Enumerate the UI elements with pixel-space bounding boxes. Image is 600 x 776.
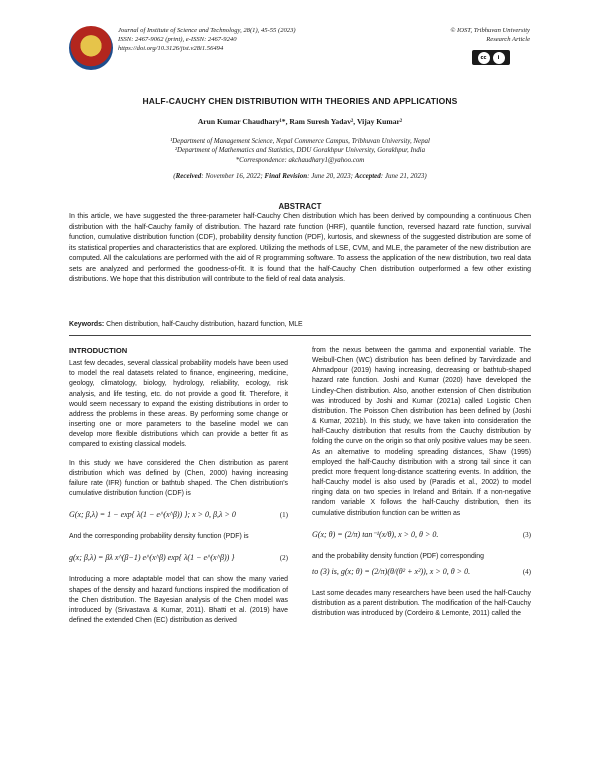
copyright-text: © IOST, Tribhuvan University (450, 27, 530, 34)
cc-icon: cc (478, 52, 490, 64)
right-paragraph-1: from the nexus between the gamma and exponential variable. The Weibull-Chen (WC) distribution has been defined by Tarvirdizade and Ahmadpour (2019) having increasing, decreasing or bathtub-shaped hazard rate function. Joshi and Kumar (2020) have developed the Lindley-Chen distribution. Also, another extension of Chen distribution was introduced by Joshi and Kumar (2021a) called Logistic Chen distribution. The Poisson Chen distribution has been defined by (Joshi & Kumar, 2021b). In this study, we have taken into consideration the half-Cauchy distribution that results from the Cauchy distribution by folding the curve on the origin so that only positive values may be seen. As an alternative to modeling spreading distances, Shaw (1995) employed the half-Cauchy distribution with a strong tail since it can predict more frequent long-distance scattering events. In addition, the half-Cauchy model is also used by (Paradis et al., 2002) to model ringing data on two species in Ireland and Britain. If a non-negative random variable X follows the half-Cauchy distribution, then its cumulative distribution function can be written as (312, 347, 531, 517)
affiliation-2: ²Department of Mathematics and Statistics, DDU Gorakhpur University, Gorakhpur, India (174, 147, 426, 155)
right-paragraph-3: Last some decades many researchers have been used the half-Cauchy distribution as a parent distribution. The modification of the half-Cauchy distribution was introduced by (Cordeiro & Lemonte, 2011) called the (312, 589, 531, 618)
paper-title: HALF-CAUCHY CHEN DISTRIBUTION WITH THEORIES AND APPLICATIONS (142, 96, 458, 106)
equation-2 (69, 550, 288, 566)
abstract-heading: ABSTRACT (278, 202, 322, 211)
equation-3 (312, 527, 531, 543)
equation-4-number: (4) (522, 567, 531, 576)
equation-3-number: (3) (522, 530, 531, 539)
keywords-label: Keywords: (69, 321, 105, 328)
cc-license-badge[interactable] (472, 50, 510, 65)
author-list: Arun Kumar Chaudhary¹*, Ram Suresh Yadav², Vijay Kumar² (197, 117, 403, 126)
intro-paragraph-2: In this study we have considered the Chen distribution as parent distribution which was defined by (Chen, 2000) having increasing failure rate (IFR) function or bathtub shaped. The Chen distribution's cumulative distribution function (CDF) is (69, 459, 288, 498)
affiliation-1: ¹Department of Management Science, Nepal Commerce Campus, Tribhuvan University, Nepal (170, 138, 430, 145)
final-date: June 20, 2023 (311, 172, 351, 180)
accepted-date: June 21, 2023 (384, 172, 425, 180)
journal-logo (69, 26, 113, 70)
right-paragraph-2: and the probability density function (PDF) corresponding (312, 552, 484, 560)
keywords-text: Chen distribution, half-Cauchy distribution, hazard function, MLE (106, 321, 303, 328)
journal-issn: ISSN: 2467-9062 (print), e-ISSN: 2467-9240 (118, 36, 237, 43)
article-type: Research Article (486, 36, 530, 43)
equation-4-expr: to (3) is, g(x; θ) = (2/π)(θ/(θ² + x²)), x > 0, θ > 0. (312, 566, 471, 576)
accepted-label: Accepted (354, 172, 381, 180)
abstract-text: In this article, we have suggested the three-parameter half-Cauchy Chen distribution which has been derived by compounding a continuous Chen distribution with the half-Cauchy family of distribution. The hazard rate function (HRF), quantile function, reversed hazard rate function, survival function, cumulative distribution function (CDF), probability density function (PDF), kurtosis, and skewness of the suggested distribution are some of its statistical properties and characteristics that are explored. Utilizing the methods of LSE, CVM, and MLE, the parameter of the new distribution are computed. All the calculations are performed with the aid of R programming software. To assess the application of the new distribution, two real data sets are analyzed and performed the goodness-of-fit. It is found that the half-Cauchy Chen distribution outperformed a few other existing distributions. We hope that this distribution will contribute to the field of real data analysis. (69, 213, 531, 284)
intro-paragraph-3: And the corresponding probability density function (PDF) is (69, 533, 249, 541)
keywords (69, 321, 531, 328)
rights-block (450, 26, 530, 44)
right-column (312, 346, 531, 627)
equation-4 (312, 564, 531, 580)
equation-1 (69, 507, 288, 523)
correspondence: *Correspondence: akchaudhary1@yahoo.com (235, 156, 365, 164)
equation-2-expr: g(x; β,λ) = βλ x^(β−1) e^(x^β) exp{ λ(1 − e^(x^β)) } (69, 553, 235, 563)
article-dates: (Received: November 16, 2022; Final Revision: June 20, 2023; Accepted: June 21, 2023) (173, 172, 427, 180)
intro-paragraph-1: Last few decades, several classical probability models have been used to model the real datasets related to finance, engineering, medicine, geology, climatology, biology, hydrology, reliability, ecology, risk analysis, and life testing, etc. do not provide a good fit. Therefore, it would seem necessary to expand the existing distributions in order to address the problems in these areas. By performing some change or inserting one or more parameters to the baseline model we can develop more flexible distributions which can provide a better fit as compared to existing classical models. (69, 360, 288, 449)
introduction-heading: INTRODUCTION (69, 346, 128, 355)
equation-3-expr: G(x; θ) = (2/π) tan⁻¹(x/θ), x > 0, θ > 0. (312, 529, 439, 539)
received-date: November 16, 2022 (205, 172, 261, 180)
equation-2-number: (2) (279, 554, 288, 563)
by-icon: i (493, 52, 505, 64)
equation-1-expr: G(x; β,λ) = 1 − exp{ λ(1 − e^(x^β)) }; x > 0, β,λ > 0 (69, 510, 236, 520)
journal-meta (118, 26, 296, 53)
left-column (69, 346, 288, 634)
section-divider (69, 335, 531, 336)
received-label: Received (175, 172, 202, 180)
final-label: Final Revision (264, 172, 308, 180)
equation-1-number: (1) (279, 511, 288, 520)
journal-doi-link[interactable]: https://doi.org/10.3126/jist.v28i1.56494 (118, 45, 224, 52)
journal-citation: Journal of Institute of Science and Technology, 28(1), 45-55 (2023) (118, 27, 296, 34)
intro-paragraph-4: Introducing a more adaptable model that can show the many varied shapes of the density and hazard functions inspired the modification of the Chen distribution. The Bayesian analysis of the Chen model was introduced by (Srivastava & Kumar, 2011). Bhatti et al. (2019) have defined the extended Chen (EC) distribution as derived (69, 576, 288, 624)
affiliations (0, 137, 600, 165)
